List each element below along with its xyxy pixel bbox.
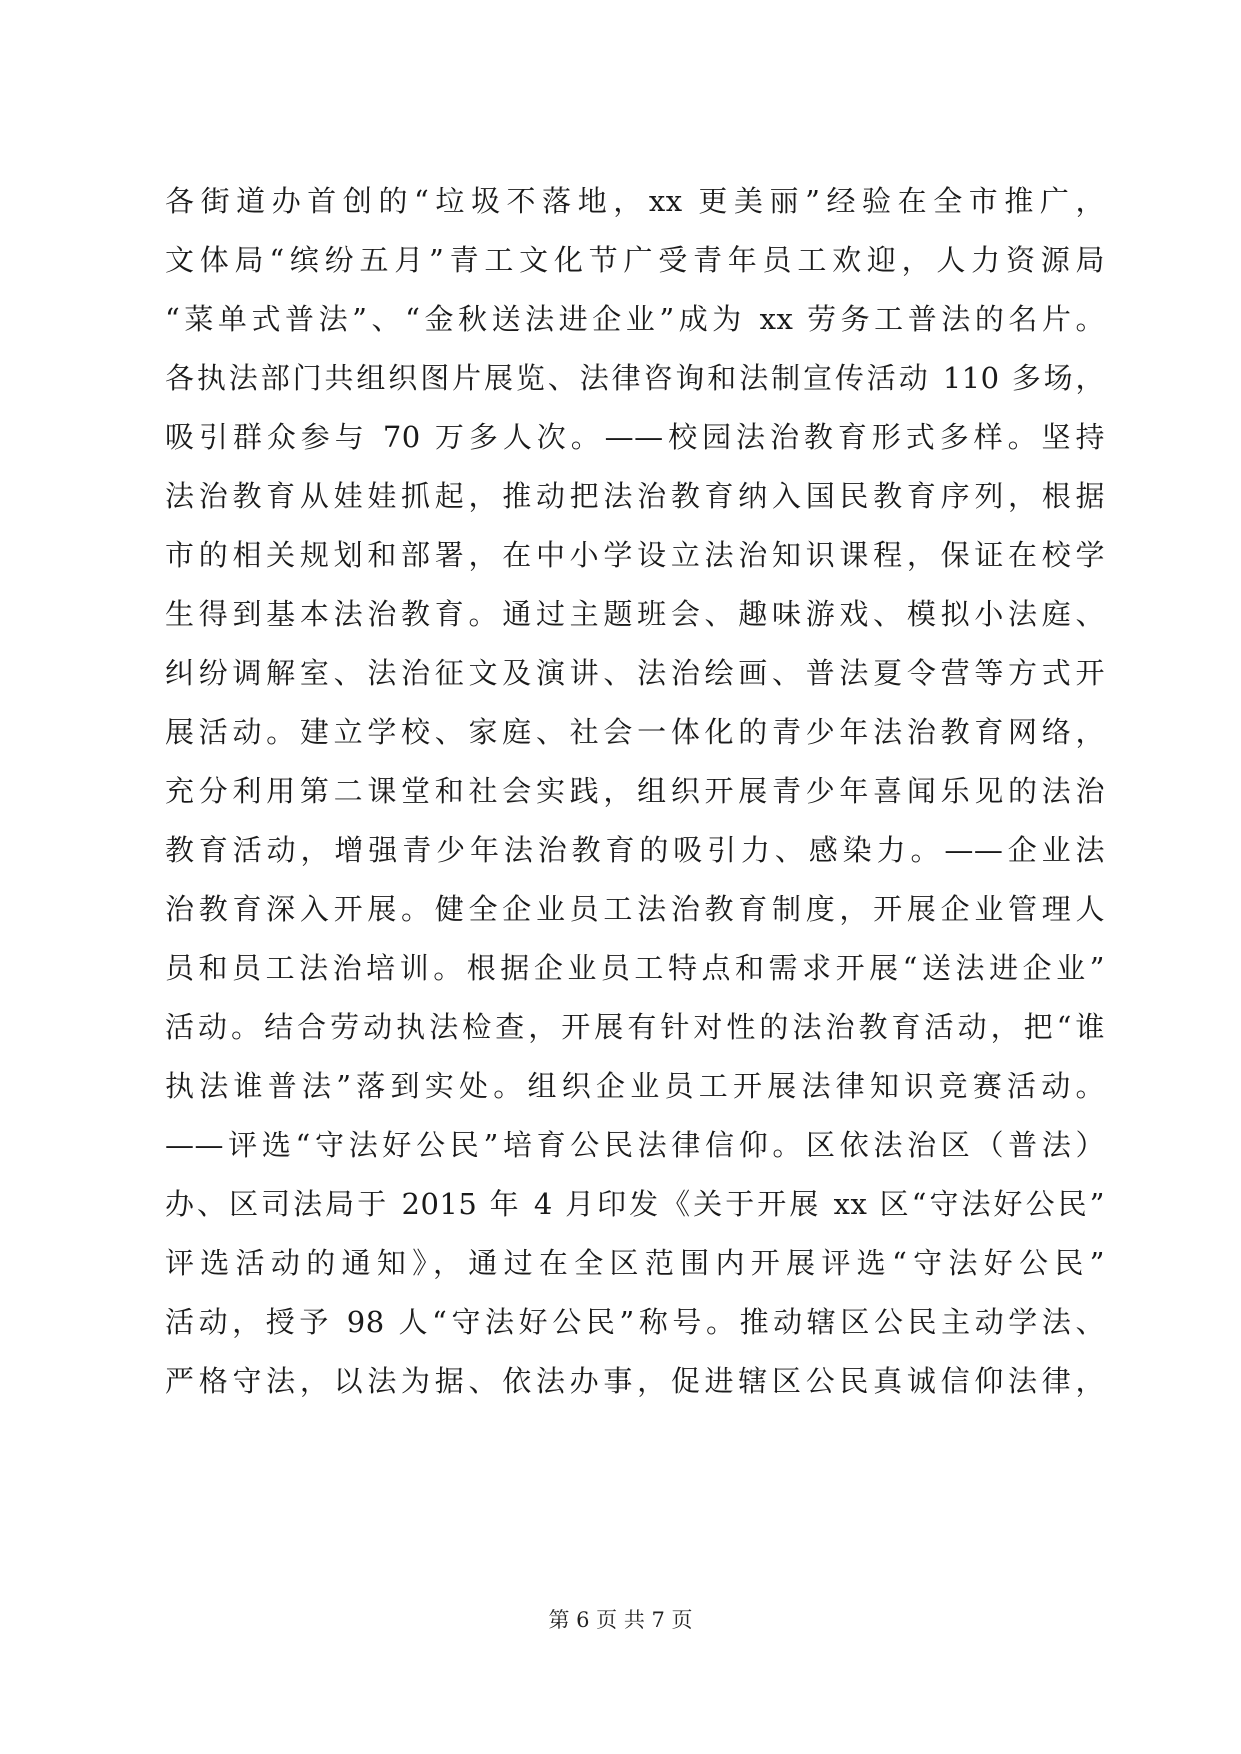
- body-text: [165, 172, 1105, 1411]
- text-line: 活动。结合劳动执法检查，开展有针对性的法治教育活动，把“谁: [165, 1010, 1105, 1044]
- text-line: 评选活动的通知》，通过在全区范围内开展评选“守法好公民”: [165, 1246, 1105, 1280]
- page-footer: 第 6 页 共 7 页: [548, 1608, 693, 1632]
- text-line: 严格守法，以法为据、依法办事，促进辖区公民真诚信仰法律，: [165, 1364, 1105, 1398]
- text-line: 治教育深入开展。健全企业员工法治教育制度，开展企业管理人: [165, 892, 1105, 926]
- text-line: 纠纷调解室、法治征文及演讲、法治绘画、普法夏令营等方式开: [165, 656, 1105, 690]
- text-line: 执法谁普法”落到实处。组织企业员工开展法律知识竞赛活动。: [165, 1069, 1105, 1103]
- text-line: 吸引群众参与 70 万多人次。——校园法治教育形式多样。坚持: [165, 420, 1105, 454]
- text-line: 员和员工法治培训。根据企业员工特点和需求开展“送法进企业”: [165, 951, 1105, 985]
- text-line: “菜单式普法”、“金秋送法进企业”成为 xx 劳务工普法的名片。: [165, 302, 1105, 336]
- text-line: 各执法部门共组织图片展览、法律咨询和法制宣传活动 110 多场，: [165, 361, 1105, 395]
- text-line: 办、区司法局于 2015 年 4 月印发《关于开展 xx 区“守法好公民”: [165, 1187, 1105, 1221]
- text-line: 市的相关规划和部署，在中小学设立法治知识课程，保证在校学: [165, 538, 1105, 572]
- text-line: 教育活动，增强青少年法治教育的吸引力、感染力。——企业法: [165, 833, 1105, 867]
- text-line: 活动，授予 98 人“守法好公民”称号。推动辖区公民主动学法、: [165, 1305, 1105, 1339]
- text-line: ——评选“守法好公民”培育公民法律信仰。区依法治区（普法）: [165, 1128, 1105, 1162]
- text-line: 充分利用第二课堂和社会实践，组织开展青少年喜闻乐见的法治: [165, 774, 1105, 808]
- text-line: 展活动。建立学校、家庭、社会一体化的青少年法治教育网络，: [165, 715, 1105, 749]
- text-line: 文体局“缤纷五月”青工文化节广受青年员工欢迎，人力资源局: [165, 243, 1105, 277]
- text-line: 各街道办首创的“垃圾不落地，xx 更美丽”经验在全市推广，: [165, 184, 1105, 218]
- text-line: 生得到基本法治教育。通过主题班会、趣味游戏、模拟小法庭、: [165, 597, 1105, 631]
- text-line: 法治教育从娃娃抓起，推动把法治教育纳入国民教育序列，根据: [165, 479, 1105, 513]
